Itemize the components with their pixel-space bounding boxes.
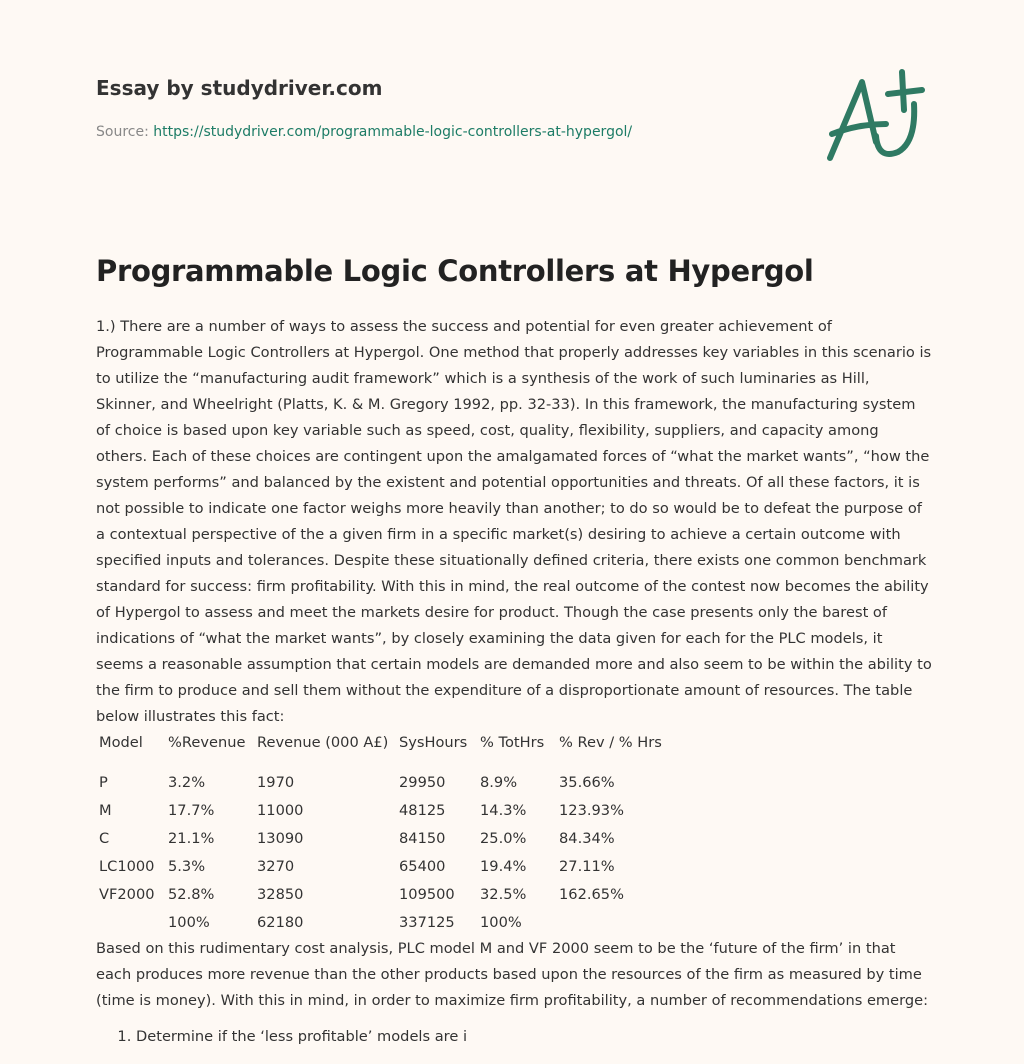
- column-header: Model: [99, 733, 143, 751]
- source-label: Source:: [96, 124, 149, 140]
- brand-title: Essay by studydriver.com: [96, 76, 383, 100]
- page-title: Programmable Logic Controllers at Hypergol: [96, 254, 814, 288]
- table-cell: 84150: [399, 829, 446, 847]
- table-cell: 65400: [399, 857, 446, 875]
- table-cell: 100%: [480, 913, 522, 931]
- table-cell: 3270: [257, 857, 295, 875]
- table-cell: 14.3%: [480, 801, 527, 819]
- table-header-row: [96, 716, 682, 768]
- table-cell: 32.5%: [480, 885, 527, 903]
- table-cell: LC1000: [99, 857, 155, 875]
- table-cell: [96, 908, 165, 936]
- table-cell: 11000: [257, 801, 304, 819]
- table-cell: [556, 908, 682, 936]
- table-cell: 21.1%: [168, 829, 215, 847]
- table-cell: 52.8%: [168, 885, 215, 903]
- table-cell: 17.7%: [168, 801, 215, 819]
- table-row: [96, 768, 682, 796]
- source-link[interactable]: https://studydriver.com/programmable-logic-controllers-at-hypergol/: [153, 124, 633, 140]
- table-cell: 32850: [257, 885, 304, 903]
- table-cell: 29950: [399, 773, 446, 791]
- table-cell: 100%: [168, 913, 210, 931]
- table-cell: 3.2%: [168, 773, 206, 791]
- table-row: [96, 880, 682, 908]
- table-cell: 162.65%: [559, 885, 624, 903]
- table-cell: 5.3%: [168, 857, 206, 875]
- table-cell: 84.34%: [559, 829, 615, 847]
- table-cell: M: [99, 801, 112, 819]
- table-cell: P: [99, 773, 108, 791]
- table-cell: 1970: [257, 773, 295, 791]
- table-cell: 48125: [399, 801, 446, 819]
- table-row: [96, 796, 682, 824]
- column-header: % TotHrs: [480, 733, 545, 751]
- table-cell: 27.11%: [559, 857, 615, 875]
- table-cell: 62180: [257, 913, 304, 931]
- table-row: [96, 852, 682, 880]
- data-table: [96, 716, 682, 936]
- body-paragraph: Based on this rudimentary cost analysis, PLC model M and VF 2000 seem to be the ‘future of the firm’ in that each produces more revenue than the other products based upon the resources of the firm as measured by time (time is money). With this in mind, in order to maximize firm profitability, a number of recommendations emerge:: [96, 940, 929, 1009]
- table-cell: C: [99, 829, 110, 847]
- table-cell: 35.66%: [559, 773, 615, 791]
- table-cell: 123.93%: [559, 801, 624, 819]
- column-header: Revenue (000 A£): [257, 733, 389, 751]
- table-cell: 25.0%: [480, 829, 527, 847]
- table-cell: 13090: [257, 829, 304, 847]
- table-cell: 109500: [399, 885, 455, 903]
- column-header: % Rev / % Hrs: [559, 733, 662, 751]
- table-cell: 8.9%: [480, 773, 518, 791]
- list-item: 1. Determine if the ‘less profitable’ models are i: [136, 1024, 467, 1050]
- recommendation-list: [96, 1024, 467, 1050]
- source-line: [96, 124, 632, 140]
- table-cell: 337125: [399, 913, 455, 931]
- table-row: [96, 824, 682, 852]
- table-row: [96, 908, 682, 936]
- table-cell: VF2000: [99, 885, 155, 903]
- body-paragraph: 1.) There are a number of ways to assess the success and potential for even greater achievement of Programmable Logic Controllers at Hypergol. One method that properly addresses key variables in this scenario is to utilize the “manufacturing audit framework” which is a synthesis of the work of such luminaries as Hill, Skinner, and Wheelright (Platts, K. & M. Gregory 1992, pp. 32-33). In this framework, the manufacturing system of choice is based upon key variable such as speed, cost, quality, flexibility, suppliers, and capacity among others. Each of these choices are contingent upon the amalgamated forces of “what the market wants”, “how the system performs” and balanced by the existent and potential opportunities and threats. Of all these factors, it is not possible to indicate one factor weighs more heavily than another; to do so would be to defeat the purpose of a contextual perspective of the a given firm in a specific market(s) desiring to achieve a certain outcome with specified inputs and tolerances. Despite these situationally defined criteria, there exists one common benchmark standard for success: firm profitability. With this in mind, the real outcome of the contest now becomes the ability of Hypergol to assess and meet the markets desire for product. Though the case presents only the barest of indications of “what the market wants”, by closely examining the data given for each for the PLC models, it seems a reasonable assumption that certain models are demanded more and also seem to be within the ability to the firm to produce and sell them without the expenditure of a disproportionate amount of resources. The table below illustrates this fact:: [96, 318, 932, 725]
- a-plus-logo-icon: [818, 64, 938, 168]
- column-header: %Revenue: [168, 733, 246, 751]
- table-cell: 19.4%: [480, 857, 527, 875]
- column-header: SysHours: [399, 733, 468, 751]
